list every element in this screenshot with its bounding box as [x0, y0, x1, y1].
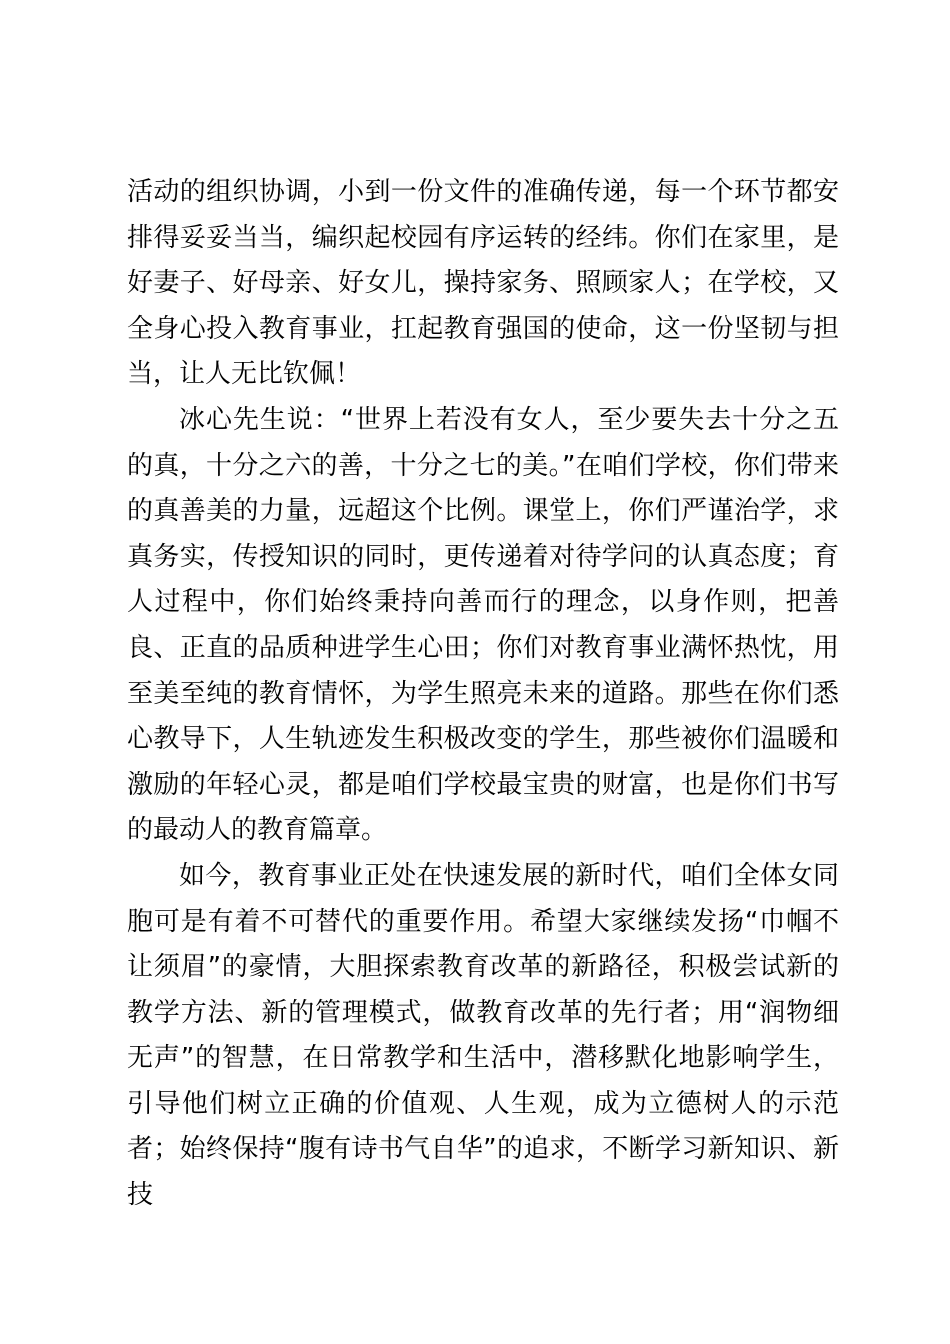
- paragraph-continuation: 活动的组织协调，小到一份文件的准确传递，每一个环节都安排得妥妥当当，编织起校园有序运转的经纬。你们在家里，是好妻子、好母亲、好女儿，操持家务、照顾家人；在学校，又全身心投入教育事业，扛起教育强国的使命，这一份坚韧与担当，让人无比钦佩！: [127, 177, 839, 390]
- paragraph-bingxin-quote: 冰心先生说：“世界上若没有女人，至少要失去十分之五的真，十分之六的善，十分之七的美。”在咱们学校，你们带来的真善美的力量，远超这个比例。课堂上，你们严谨治学，求真务实，传授知识的同时，更传递着对待学问的认真态度；育人过程中，你们始终秉持向善而行的理念，以身作则，把善良、正直的品质种进学生心田；你们对教育事业满怀热忱，用至美至纯的教育情怀，为学生照亮未来的道路。那些在你们悉心教导下，人生轨迹发生积极改变的学生，那些被你们温暖和激励的年轻心灵，都是咱们学校最宝贵的财富，也是你们书写的最动人的教育篇章。: [127, 404, 839, 846]
- paragraph-new-era: 如今，教育事业正处在快速发展的新时代，咱们全体女同胞可是有着不可替代的重要作用。希望大家继续发扬“巾帼不让须眉”的豪情，大胆探索教育改革的新路径，积极尝试新的教学方法、新的管理模式，做教育改革的先行者；用“润物细无声”的智慧，在日常教学和生活中，潜移默化地影响学生，引导他们树立正确的价值观、人生观，成为立德树人的示范者；始终保持“腹有诗书气自华”的追求，不断学习新知识、新技: [127, 860, 839, 1211]
- document-body: [127, 170, 839, 1219]
